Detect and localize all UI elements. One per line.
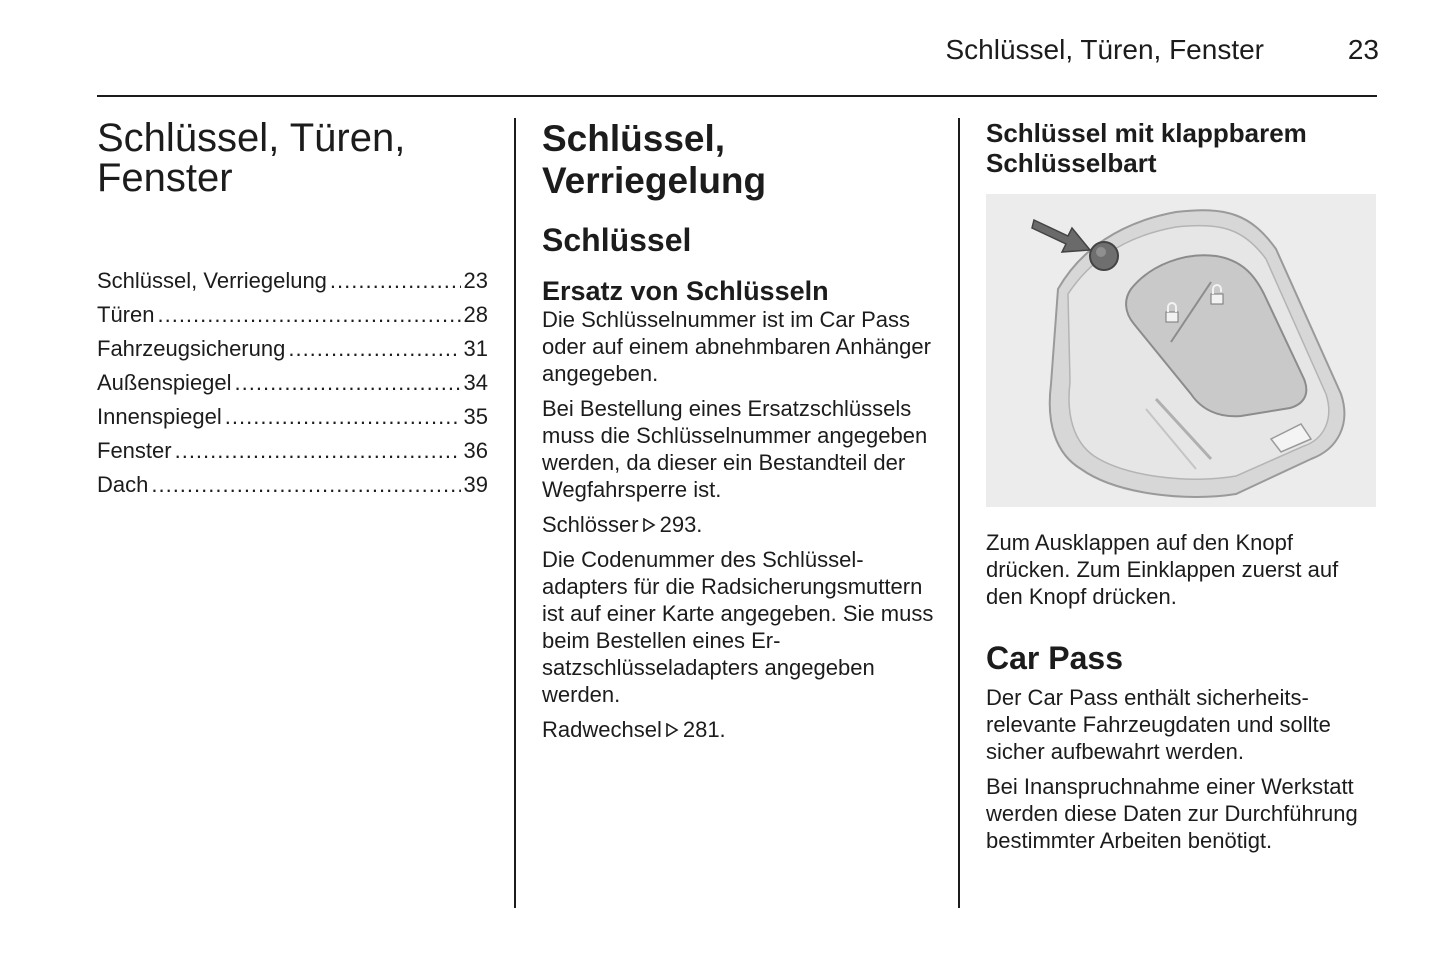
paragraph: Bei Bestellung eines Ersatzschlüssels muss die Schlüsselnummer angegeben werden, da dieser ein Bestandteil der Wegfahrsperre ist. bbox=[542, 396, 928, 502]
release-button-highlight bbox=[1096, 247, 1106, 257]
toc-page: 28 bbox=[463, 302, 488, 327]
figure-caption: Zum Ausklappen auf den Knopf drücken. Zum Einklappen zuerst auf den Knopf drücken. bbox=[986, 530, 1339, 609]
running-title: Schlüssel, Türen, Fenster bbox=[945, 34, 1264, 65]
toc-label: Schlüssel, Verriegelung bbox=[97, 268, 327, 293]
cross-reference[interactable] bbox=[542, 716, 937, 743]
toc-leader bbox=[288, 336, 460, 362]
toc-leader bbox=[157, 302, 460, 328]
toc-label: Fenster bbox=[97, 438, 172, 463]
toc-page: 34 bbox=[463, 370, 488, 395]
toc-page: 23 bbox=[463, 268, 488, 293]
reference-label: Radwechsel bbox=[542, 717, 662, 742]
toc-entry[interactable] bbox=[97, 268, 488, 302]
subsection-title: Schlüssel bbox=[542, 222, 692, 258]
toc-leader bbox=[151, 472, 460, 498]
toc-page: 31 bbox=[463, 336, 488, 361]
reference-label: Schlösser bbox=[542, 512, 639, 537]
toc-label: Dach bbox=[97, 472, 149, 497]
flip-key-illustration bbox=[986, 194, 1376, 507]
right-column bbox=[986, 118, 1378, 862]
toc-leader bbox=[330, 268, 461, 294]
toc-page: 39 bbox=[463, 472, 488, 497]
header-rule bbox=[97, 95, 1377, 97]
toc-entry[interactable] bbox=[97, 438, 488, 472]
reference-arrow-icon bbox=[665, 723, 679, 737]
page-number: 23 bbox=[1347, 34, 1379, 65]
toc-page: 36 bbox=[463, 438, 488, 463]
middle-column bbox=[542, 118, 937, 751]
toc-entry[interactable] bbox=[97, 404, 488, 438]
table-of-contents bbox=[97, 268, 488, 506]
reference-arrow-icon bbox=[642, 518, 656, 532]
reference-page: 293. bbox=[659, 512, 703, 537]
section-title: Schlüssel, Verriegelung bbox=[542, 118, 767, 201]
toc-entry[interactable] bbox=[97, 336, 488, 370]
toc-label: Fahrzeugsicherung bbox=[97, 336, 286, 361]
toc-leader bbox=[175, 438, 461, 464]
key-figure bbox=[986, 194, 1376, 507]
column-divider-right bbox=[958, 118, 960, 908]
toc-entry[interactable] bbox=[97, 472, 488, 506]
column-divider-left bbox=[514, 118, 516, 908]
cross-reference[interactable] bbox=[542, 511, 937, 538]
toc-label: Außenspiegel bbox=[97, 370, 232, 395]
chapter-title: Schlüssel, Türen, Fenster bbox=[97, 116, 406, 200]
key-heading: Schlüssel mit klappbarem Schlüsselbart bbox=[986, 118, 1307, 178]
paragraph: Bei Inanspruchnahme einer Werkstatt werden diese Daten zur Durchführung bestimmter Arbeiten benötigt. bbox=[986, 774, 1358, 853]
reference-page: 281. bbox=[682, 717, 726, 742]
topic-title: Ersatz von Schlüsseln bbox=[542, 276, 829, 306]
paragraph: Der Car Pass enthält sicherheitsrelevante Fahrzeugdaten und sollte sicher aufbewahrt werden. bbox=[986, 685, 1331, 764]
paragraph: Die Codenummer des Schlüsseladapters für die Radsicherungsmuttern ist auf einer Karte angegeben. Sie muss beim Bestellen eines Ersatzschlüsseladapters angegeben werden. bbox=[542, 547, 934, 707]
toc-label: Innenspiegel bbox=[97, 404, 222, 429]
toc-leader bbox=[225, 404, 461, 430]
carpass-title: Car Pass bbox=[986, 640, 1123, 676]
toc-page: 35 bbox=[463, 404, 488, 429]
toc-entry[interactable] bbox=[97, 302, 488, 336]
paragraph: Die Schlüsselnummer ist im Car Pass oder auf einem abnehmbaren Anhänger angegeben. bbox=[542, 307, 931, 386]
arrow-icon bbox=[1032, 220, 1090, 252]
toc-entry[interactable] bbox=[97, 370, 488, 404]
toc-leader bbox=[235, 370, 461, 396]
toc-label: Türen bbox=[97, 302, 155, 327]
